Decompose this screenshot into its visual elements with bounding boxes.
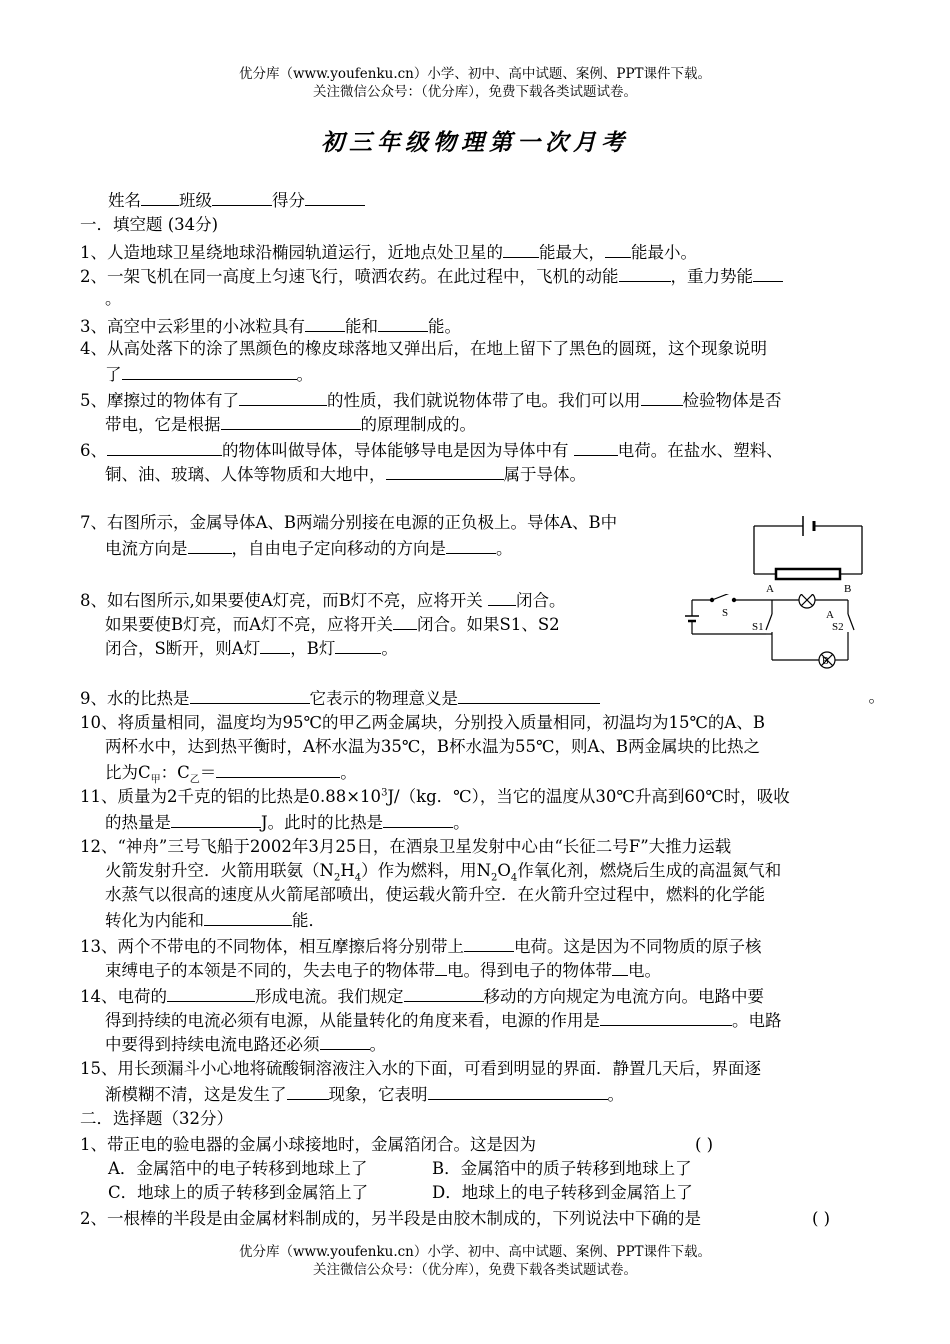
question-9: 9、水的比热是 它表示的物理意义是 。 — [80, 687, 885, 708]
choice-option-a: A．金属箔中的电子转移到地球上了 — [108, 1159, 368, 1178]
question-7-cont: 电流方向是 ，自由电子定向移动的方向是 。 — [105, 536, 513, 560]
question-10-cont2: 比为$C_甲$：$C_乙=$ 。 — [105, 760, 357, 784]
question-12-cont3: 转化为内能和 能． — [105, 908, 325, 932]
question-10: 10、将质量相同，温度均为95℃的甲乙两金属块，分别投入质量相同，初温均为15℃的A、B — [80, 713, 765, 732]
question-5: 5、摩擦过的物体有了 的性质，我们就说物体带了电。我们可以用 检验物体是否 — [80, 388, 782, 412]
switch-s-label: S — [722, 607, 729, 619]
question-2: 2、一架飞机在同一高度上匀速飞行，喷洒农药。在此过程中，飞机的动能 ，重力势能 — [80, 264, 783, 288]
question-10-cont1: 两杯水中，达到热平衡时，A杯水温为35℃，B杯水温为55℃，则A、B两金属块的比热之 — [105, 737, 760, 756]
question-6-cont: 铜、油、玻璃、人体等物质和大地中， 属于导体。 — [105, 462, 586, 486]
question-11: 11、质量为2千克的铝的比热是$0.88\times 10^3J/(kg$．℃），当它的温度从30℃升高到60℃时，吸收 — [80, 787, 790, 806]
question-13-cont: 束缚电子的本领是不同的，失去电子的物体带 电。得到电子的物体带 电。 — [105, 958, 661, 982]
question-12-cont2: 水蒸气以很高的速度从火箭尾部喷出，使运载火箭升空．在火箭升空过程中，燃料的化学能 — [105, 885, 765, 904]
question-6: 6、 的物体叫做导体，导体能够导电是因为导体中有 电荷。在盐水、塑料、 — [80, 438, 783, 462]
choice-option-c: C．地球上的质子转移到金属箔上了 — [108, 1183, 369, 1202]
question-11-cont: 的热量是 J。此时的比热是 。 — [105, 810, 470, 834]
footer-line-1: 优分库（www.youfenku.cn）小学、初中、高中试题、案例、PPT课件下载。 — [238, 1244, 712, 1260]
question-2-cont: 。 — [105, 289, 122, 308]
header-line-2: 关注微信公众号：（优分库），免费下载各类试题试卷。 — [313, 84, 637, 100]
question-12: 12、“神舟”三号飞船于2002年3月25日，在酒泉卫星发射中心由“长征二号F”大推力运载 — [80, 837, 732, 856]
lamp-circuit-diagram — [682, 594, 864, 670]
switch-s1-label: S1 — [752, 621, 764, 633]
question-5-cont: 带电，它是根据 的原理制成的。 — [105, 412, 476, 436]
question-3: 3、高空中云彩里的小冰粒具有 能和 能。 — [80, 314, 461, 338]
conductor-label-b: B — [844, 583, 852, 595]
question-14-cont1: 得到持续的电流必须有电源，从能量转化的角度来看，电源的作用是 。电路 — [105, 1008, 782, 1032]
question-8-cont2: 闭合，S断开，则A灯 ，B灯 。 — [105, 636, 398, 660]
conductor-label-a: A — [766, 583, 774, 595]
header-line-1: 优分库（www.youfenku.cn）小学、初中、高中试题、案例、PPT课件下载。 — [238, 66, 712, 82]
question-4-cont: 了 。 — [105, 362, 313, 386]
question-15-cont: 渐模糊不清，这是发生了 现象，它表明 。 — [105, 1082, 624, 1106]
page-title: 初三年级物理第一次月考 — [321, 129, 629, 156]
question-13: 13、两个不带电的不同物体，相互摩擦后将分别带上 电荷。这是因为不同物质的原子核 — [80, 934, 762, 958]
question-8: 8、如右图所示,如果要使A灯亮，而B灯不亮，应将开关 闭合。 — [80, 588, 566, 612]
section1-heading: 一．填空题 (34分) — [80, 215, 219, 234]
switch-s2-label: S2 — [832, 621, 844, 633]
question-14: 14、电荷的 形成电流。我们规定 移动的方向规定为电流方向。电路中要 — [80, 984, 764, 1008]
lamp-a-label: A — [826, 609, 834, 621]
question-7: 7、右图所示，金属导体A、B两端分别接在电源的正负极上。导体A、B中 — [80, 513, 618, 532]
question-1: 1、人造地球卫星绕地球沿椭园轨道运行，近地点处卫星的 能最大， 能最小。 — [80, 240, 697, 264]
question-4: 4、从高处落下的涂了黑颜色的橡皮球落地又弹出后，在地上留下了黑色的圆斑，这个现象说明 — [80, 339, 767, 358]
choice-option-b: B．金属箔中的质子转移到地球上了 — [432, 1159, 692, 1178]
choice-question-2-bracket: ( ) — [812, 1209, 831, 1228]
footer-line-2: 关注微信公众号：（优分库），免费下载各类试题试卷。 — [313, 1262, 637, 1278]
lamp-b-label: B — [822, 656, 829, 667]
student-info: 姓名 班级 得分 — [108, 188, 365, 212]
choice-option-d: D．地球上的电子转移到金属箔上了 — [432, 1183, 693, 1202]
question-12-cont1: 火箭发射升空．火箭用联氨$(N_2H_4)$作为燃料，用$N_2O_4$作氧化剂，燃烧后生成的高温氮气和 — [105, 861, 782, 884]
choice-question-1-bracket: ( ) — [695, 1135, 714, 1154]
question-14-cont2: 中要得到持续电流电路还必须 。 — [105, 1032, 386, 1056]
section2-heading: 二．选择题（32分） — [80, 1109, 233, 1128]
question-15: 15、用长颈漏斗小心地将硫酸铜溶液注入水的下面，可看到明显的界面．静置几天后，界面逐 — [80, 1059, 761, 1078]
choice-question-1: 1、带正电的验电器的金属小球接地时，金属箔闭合。这是因为 — [80, 1135, 536, 1154]
choice-question-2: 2、一根棒的半段是由金属材料制成的，另半段是由胶木制成的，下列说法中下确的是 — [80, 1209, 701, 1228]
conductor-circuit-diagram — [748, 512, 868, 596]
question-8-cont1: 如果要使B灯亮，而A灯不亮，应将开关 闭合。如果S1、S2 — [105, 612, 560, 636]
